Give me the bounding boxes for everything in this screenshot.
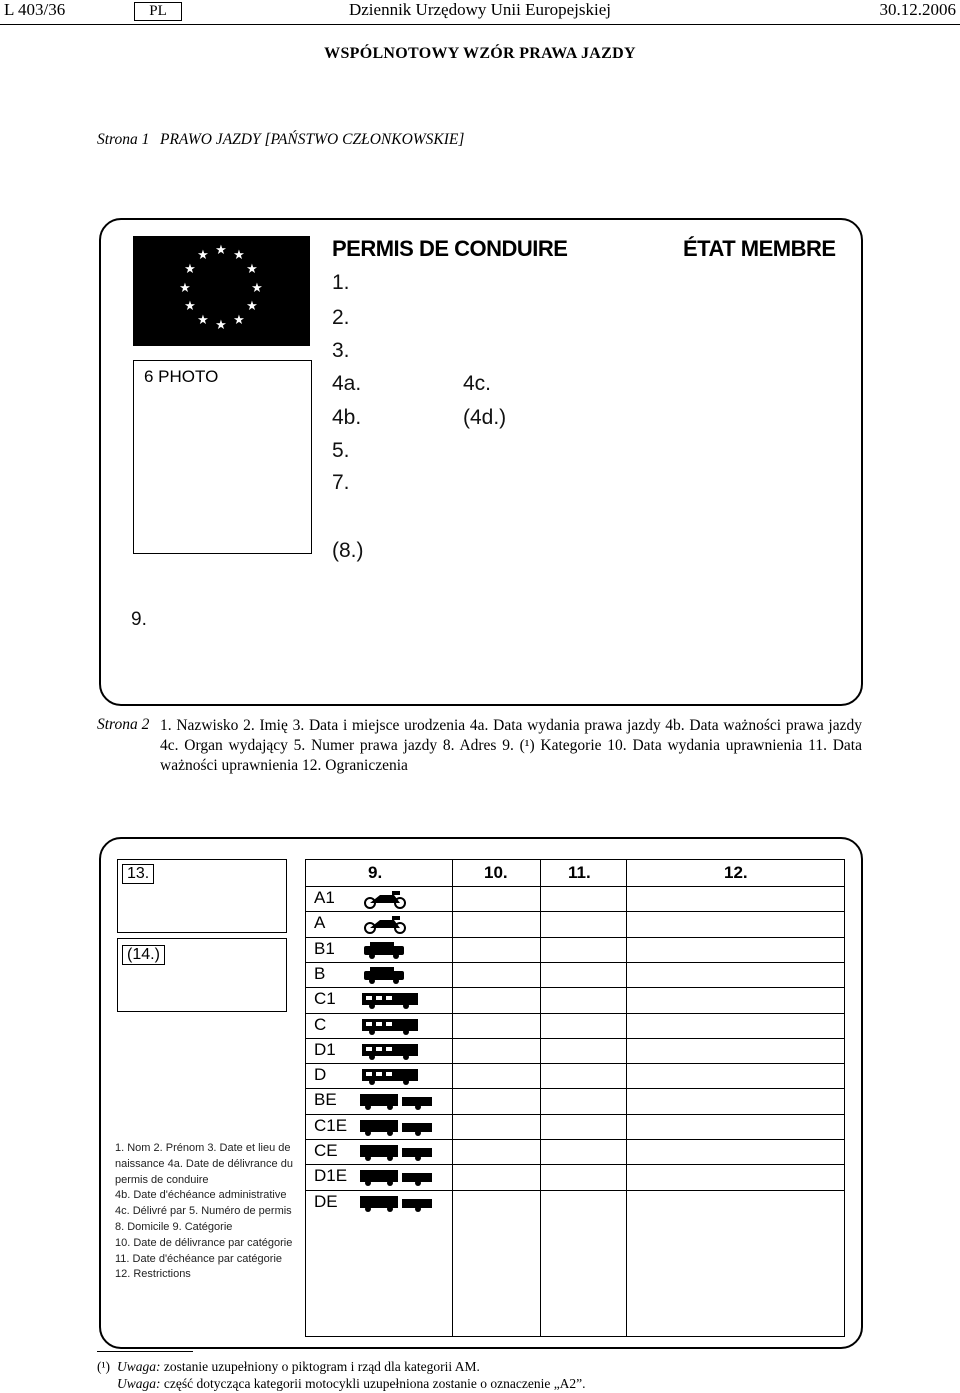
card-heading: PERMIS DE CONDUIRE: [332, 236, 568, 261]
field-5: 5.: [332, 439, 350, 462]
category-row: [306, 1063, 844, 1088]
legend-line: 1. Nom 2. Prénom 3. Date et lieu de: [115, 1142, 291, 1154]
footnote-line-1: [117, 1358, 480, 1375]
row-divider: [306, 911, 844, 912]
field-4a: 4a.: [332, 372, 362, 395]
svg-text:★: ★: [179, 281, 191, 296]
category-row: [306, 911, 844, 936]
language-code-box: PL: [134, 2, 182, 21]
category-label: D1: [314, 1039, 336, 1059]
row-divider: [306, 987, 844, 988]
motorcycle-icon: [358, 889, 438, 909]
box-13-label: 13.: [122, 864, 154, 884]
trailer-vehicle-icon: [358, 1091, 438, 1111]
box-13: [117, 859, 287, 933]
page2-label: Strona 2: [97, 716, 150, 733]
svg-text:★: ★: [233, 313, 245, 328]
truck-bus-icon: [358, 990, 438, 1010]
box-14: [117, 938, 287, 1012]
legend-line: 4c. Délivré par 5. Numéro de permis: [115, 1205, 292, 1218]
eu-flag: [133, 236, 310, 346]
legend-line: 12. Restrictions: [115, 1268, 191, 1281]
category-label: B: [314, 963, 326, 983]
footnote-mark: (¹): [97, 1359, 111, 1374]
row-divider: [306, 937, 844, 938]
page-reference: L 403/36: [4, 0, 66, 19]
category-row: [306, 1139, 844, 1164]
field-3: 3.: [332, 339, 350, 362]
publication-date: 30.12.2006: [879, 0, 956, 19]
field-7: 7.: [332, 471, 350, 494]
svg-text:★: ★: [184, 299, 196, 314]
col-header-10: 10.: [484, 863, 508, 882]
journal-title: Dziennik Urzędowy Unii Europejskiej: [348, 0, 611, 19]
svg-text:★: ★: [215, 243, 227, 258]
category-table: [305, 859, 845, 1337]
category-label: C1: [314, 989, 336, 1009]
page2-description: [160, 716, 862, 776]
photo-box: [133, 360, 312, 554]
row-divider: [306, 1139, 844, 1140]
svg-text:★: ★: [246, 262, 258, 277]
svg-text:★: ★: [215, 318, 227, 333]
row-divider: [306, 1190, 844, 1191]
truck-bus-icon: [358, 1066, 438, 1086]
svg-text:★: ★: [233, 248, 245, 263]
footnote-note-text: część dotycząca kategorii motocykli uzupełniona zostanie o oznaczenie „A2”.: [163, 1376, 586, 1391]
svg-text:★: ★: [184, 262, 196, 277]
row-divider: [306, 962, 844, 963]
legend-line: 8. Domicile 9. Catégorie: [115, 1220, 233, 1233]
legend-line: naissance 4a. Date de délivrance du: [115, 1157, 293, 1170]
document-title: WSPÓLNOTOWY WZÓR PRAWA JAZDY: [324, 45, 636, 62]
category-row: [306, 1190, 844, 1215]
field-1: 1.: [332, 271, 350, 294]
legend-line: 4b. Date d'échéance administrative: [115, 1189, 287, 1202]
svg-text:★: ★: [197, 248, 209, 263]
legend-line: 10. Date de délivrance par catégorie: [115, 1236, 293, 1249]
field-4c: 4c.: [463, 372, 492, 395]
car-icon: [358, 940, 438, 960]
footnote-note-text: zostanie uzupełniony o piktogram i rząd dla kategorii AM.: [163, 1359, 480, 1374]
col-header-12: 12.: [724, 863, 748, 882]
col-header-9: 9.: [368, 863, 383, 882]
category-label: C1E: [314, 1115, 348, 1135]
category-label: C: [314, 1014, 327, 1034]
field-2: 2.: [332, 306, 350, 329]
legend-line: 11. Date d'échéance par catégorie: [115, 1252, 283, 1265]
back-legend: [115, 1141, 295, 1283]
field-8: (8.): [332, 539, 364, 562]
page2-description-text: 1. Nazwisko 2. Imię 3. Data i miejsce urodzenia 4a. Data wydania prawa jazdy 4b. Data ważności prawa jazdy 4c. Organ wydający 5. Numer prawa jazdy 8. Adres 9. (¹) Kategorie 10. Data wydania uprawnienia 11. Data ważności uprawnienia 12. Ograniczenia: [160, 717, 862, 774]
category-row: [306, 1088, 844, 1113]
row-divider: [306, 1038, 844, 1039]
trailer-vehicle-icon: [358, 1167, 438, 1187]
footnote-line-2: [117, 1375, 586, 1392]
category-row: [306, 1164, 844, 1189]
category-label: BE: [314, 1090, 337, 1110]
footnote-rule: [97, 1351, 193, 1352]
category-row: [306, 1013, 844, 1038]
category-label: A: [314, 913, 326, 933]
footnote-note-label: Uwaga:: [117, 1376, 161, 1391]
row-divider: [306, 1088, 844, 1089]
trailer-vehicle-icon: [358, 1142, 438, 1162]
licence-back-card: [99, 837, 863, 1349]
footnote-note-label: Uwaga:: [117, 1359, 161, 1374]
box-14-label: (14.): [122, 945, 165, 965]
field-4d: (4d.): [463, 406, 507, 429]
car-icon: [358, 965, 438, 985]
category-row: [306, 962, 844, 987]
legend-line: permis de conduire: [115, 1173, 209, 1186]
category-label: D: [314, 1065, 327, 1085]
photo-label: 6 PHOTO: [144, 367, 219, 386]
row-divider: [306, 1114, 844, 1115]
field-9: 9.: [131, 609, 147, 630]
row-divider: [306, 1164, 844, 1165]
trailer-vehicle-icon: [358, 1193, 438, 1213]
page1-label: Strona 1: [97, 131, 150, 148]
svg-text:★: ★: [251, 281, 263, 296]
category-label: CE: [314, 1141, 338, 1160]
licence-front-card: [99, 218, 863, 706]
header-rule: [0, 24, 960, 25]
category-label: B1: [314, 938, 335, 958]
category-row: [306, 1038, 844, 1063]
motorcycle-icon: [358, 914, 438, 934]
category-row: [306, 987, 844, 1012]
category-label: DE: [314, 1191, 338, 1211]
col-header-11: 11.: [568, 863, 591, 882]
svg-text:★: ★: [197, 313, 209, 328]
category-row: [306, 886, 844, 911]
row-divider: [306, 1063, 844, 1064]
truck-bus-icon: [358, 1041, 438, 1061]
field-4b: 4b.: [332, 406, 362, 429]
svg-text:★: ★: [246, 299, 258, 314]
eu-stars-icon: [133, 236, 310, 346]
row-divider: [306, 1013, 844, 1014]
category-label: A1: [314, 888, 335, 907]
page1-caption: PRAWO JAZDY [PAŃSTWO CZŁONKOWSKIE]: [160, 131, 465, 148]
member-state-heading: ÉTAT MEMBRE: [683, 236, 836, 261]
trailer-vehicle-icon: [358, 1117, 438, 1137]
truck-bus-icon: [358, 1016, 438, 1036]
category-label: D1E: [314, 1166, 348, 1186]
category-row: [306, 1114, 844, 1139]
category-row: [306, 937, 844, 962]
